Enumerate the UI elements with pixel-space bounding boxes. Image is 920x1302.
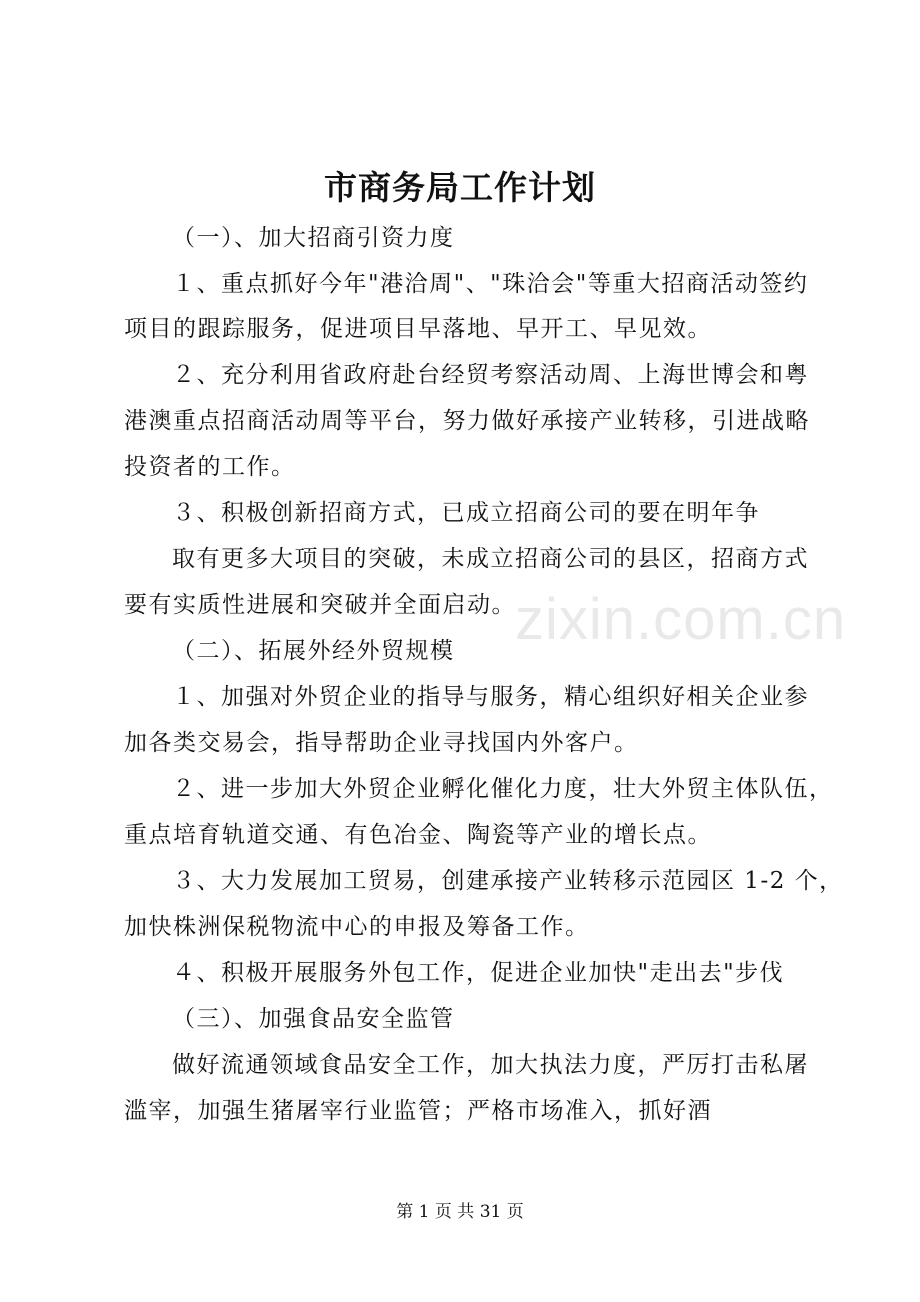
paragraph-line: ３、积极创新招商方式，已成立招商公司的要在明年争 xyxy=(172,500,760,526)
watermark: zixin.com.cn xyxy=(515,587,847,652)
document-title: 市商务局工作计划 xyxy=(324,168,596,207)
paragraph-line: 项目的跟踪服务，促进项目早落地、早开工、早见效。 xyxy=(124,316,712,342)
paragraph-line: 取有更多大项目的突破，未成立招商公司的县区，招商方式 xyxy=(172,546,809,572)
page-footer: 第 1 页 共 31 页 xyxy=(396,1202,524,1222)
paragraph-line: ２、进一步加大外贸企业孵化催化力度，壮大外贸主体队伍， xyxy=(172,776,834,802)
paragraph-line: ２、充分利用省政府赴台经贸考察活动周、上海世博会和粤 xyxy=(172,362,809,388)
section-heading-2: （二）、拓展外经外贸规模 xyxy=(172,638,455,664)
paragraph-line: １、重点抓好今年"港洽周"、"珠洽会"等重大招商活动签约 xyxy=(172,271,809,297)
paragraph-line: 港澳重点招商活动周等平台，努力做好承接产业转移，引进战略 xyxy=(124,408,810,434)
paragraph-line: ３、大力发展加工贸易，创建承接产业转移示范园区 1-2 个， xyxy=(172,868,844,894)
paragraph-line: 做好流通领域食品安全工作，加大执法力度，严厉打击私屠 xyxy=(172,1052,809,1078)
paragraph-line: 要有实质性进展和突破并全面启动。 xyxy=(124,592,516,618)
paragraph-line: １、加强对外贸企业的指导与服务，精心组织好相关企业参 xyxy=(172,684,809,710)
paragraph-line: 投资者的工作。 xyxy=(124,454,296,480)
paragraph-line: 加快株洲保税物流中心的申报及筹备工作。 xyxy=(124,914,590,940)
paragraph-line: 重点培育轨道交通、有色冶金、陶瓷等产业的增长点。 xyxy=(124,822,712,848)
paragraph-line: ４、积极开展服务外包工作，促进企业加快"走出去"步伐 xyxy=(172,960,785,986)
section-heading-1: （一）、加大招商引资力度 xyxy=(172,225,455,251)
section-heading-3: （三）、加强食品安全监管 xyxy=(172,1006,455,1032)
paragraph-line: 滥宰，加强生猪屠宰行业监管；严格市场准入，抓好酒 xyxy=(124,1098,712,1124)
paragraph-line: 加各类交易会，指导帮助企业寻找国内外客户。 xyxy=(124,730,639,756)
